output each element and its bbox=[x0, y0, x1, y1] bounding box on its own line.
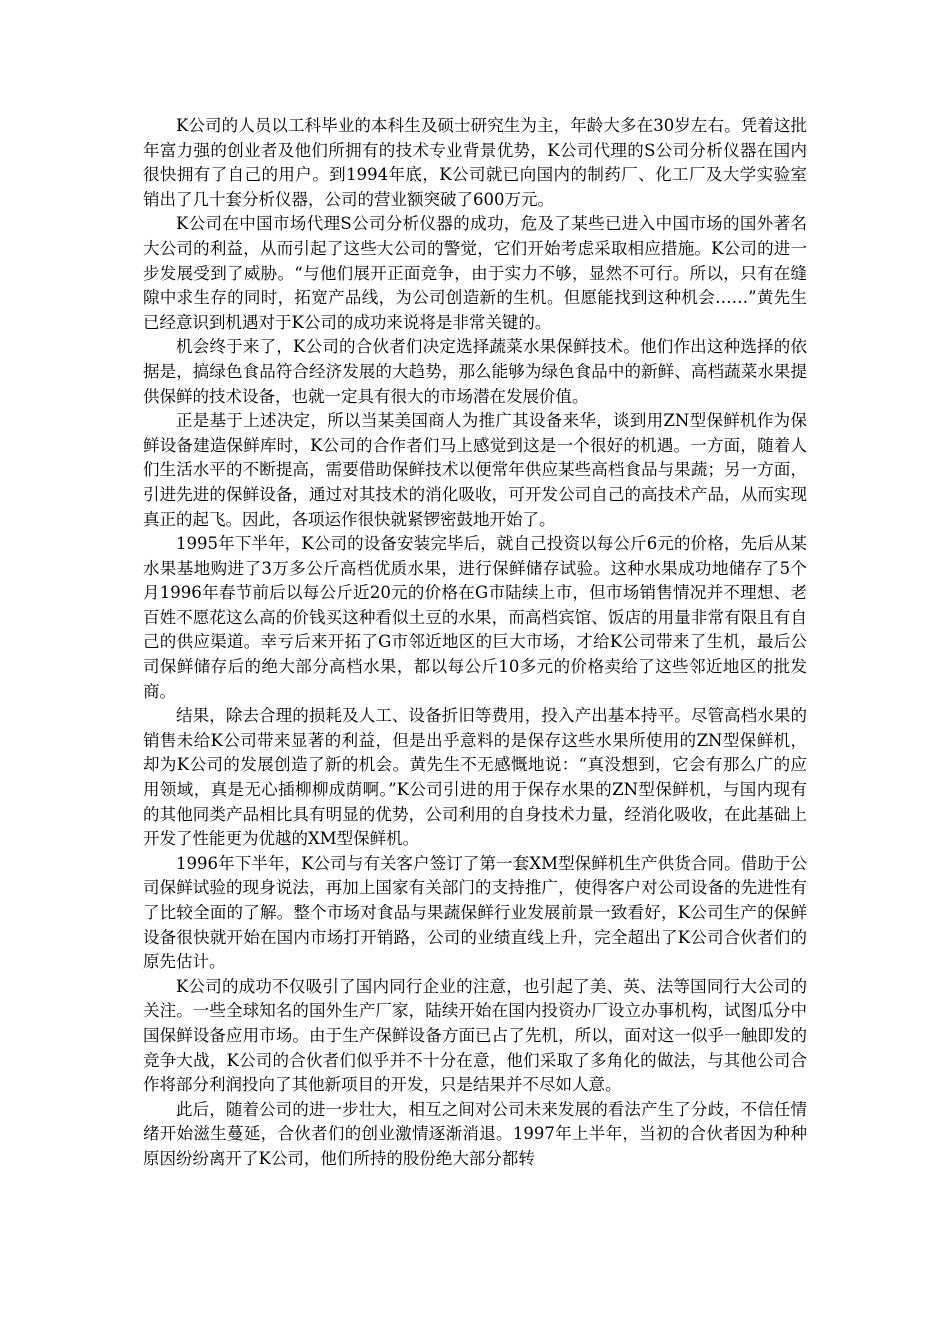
paragraph-7: 1996年下半年，K公司与有关客户签订了第一套XM型保鲜机生产供货合同。借助于公司保鲜试验的现身说法，再加上国家有关部门的支持推广，使得客户对公司设备的先进性有了比较全面的了解。整个市场对食品与果蔬保鲜行业发展前景一致看好，K公司生产的保鲜设备很快就开始在国内市场打开销路，公司的业绩直线上升，完全超出了K公司合伙者们的原先估计。 bbox=[143, 853, 807, 972]
paragraph-6: 结果，除去合理的损耗及人工、设备折旧等费用，投入产出基本持平。尽管高档水果的销售未给K公司带来显著的利益，但是出乎意料的是保存这些水果所使用的ZN型保鲜机，却为K公司的发展创造了新的机会。黄先生不无感慨地说：“真没想到，它会有那么广的应用领域，真是无心插柳柳成荫啊。”K公司引进的用于保存水果的ZN型保鲜机，与国内现有的其他同类产品相比具有明显的优势，公司利用的自身技术力量，经消化吸收，在此基础上开发了性能更为优越的XM型保鲜机。 bbox=[143, 706, 807, 849]
document-body bbox=[143, 114, 807, 1172]
paragraph-1: K公司的人员以工科毕业的本科生及硕士研究生为主，年龄大多在30岁左右。凭着这批年富力强的创业者及他们所拥有的技术专业背景优势，K公司代理的S公司分析仪器在国内很快拥有了自己的用户。到1994年底，K公司就已向国内的制药厂、化工厂及大学实验室销出了几十套分析仪器，公司的营业额突破了600万元。 bbox=[143, 116, 807, 209]
paragraph-2: K公司在中国市场代理S公司分析仪器的成功，危及了某些已进入中国市场的国外著名大公司的利益，从而引起了这些大公司的警觉，它们开始考虑采取相应措施。K公司的进一步发展受到了威胁。“与他们展开正面竞争，由于实力不够，显然不可行。所以，只有在缝隙中求生存的同时，拓宽产品线，为公司创造新的生机。但愿能找到这种机会……”黄先生已经意识到机遇对于K公司的成功来说将是非常关键的。 bbox=[143, 214, 807, 332]
paragraph-5: 1995年下半年，K公司的设备安装完毕后，就自己投资以每公斤6元的价格，先后从某水果基地购进了3万多公斤高档优质水果，进行保鲜储存试验。这种水果成功地储存了5个月1996年春节前后以每公斤近20元的价格在G市陆续上市，但市场销售情况并不理想、老百姓不愿花这么高的价钱买这种看似土豆的水果，而高档宾馆、饭店的用量非常有限且有自己的供应渠道。幸亏后来开拓了G市邻近地区的巨大市场，才给K公司带来了生机，最后公司保鲜储存后的绝大部分高档水果，都以每公斤10多元的价格卖给了这些邻近地区的批发商。 bbox=[143, 534, 807, 701]
paragraph-4: 正是基于上述决定，所以当某美国商人为推广其设备来华，谈到用ZN型保鲜机作为保鲜设备建造保鲜库时，K公司的合作者们马上感觉到这是一个很好的机遇。一方面，随着人们生活水平的不断提高，需要借助保鲜技术以便常年供应某些高档食品与果蔬；另一方面，引进先进的保鲜设备，通过对其技术的消化吸收，可开发公司自己的高技术产品，从而实现真正的起飞。因此，各项运作很快就紧锣密鼓地开始了。 bbox=[143, 411, 807, 529]
paragraph-9: 此后，随着公司的进一步壮大，相互之间对公司未来发展的看法产生了分歧，不信任情绪开始滋生蔓延，合伙者们的创业激情逐渐消退。1997年上半年，当初的合伙者因为种种原因纷纷离开了K公司，他们所持的股份绝大部分都转 bbox=[143, 1099, 807, 1168]
paragraph-8: K公司的成功不仅吸引了国内同行企业的注意，也引起了美、英、法等国同行大公司的关注。一些全球知名的国外生产厂家，陆续开始在国内投资办厂设立办事机构，试图瓜分中国保鲜设备应用市场。由于生产保鲜设备方面已占了先机，所以，面对这一似乎一触即发的竞争大战，K公司的合伙者们似乎并不十分在意，他们采取了多角化的做法，与其他公司合作将部分利润投向了其他新项目的开发，只是结果并不尽如人意。 bbox=[143, 976, 807, 1095]
paragraph-3: 机会终于来了，K公司的合伙者们决定选择蔬菜水果保鲜技术。他们作出这种选择的依据是，搞绿色食品符合经济发展的大趋势，那么能够为绿色食品中的新鲜、高档蔬菜水果提供保鲜的技术设备，也就一定具有很大的市场潜在发展价值。 bbox=[143, 337, 807, 406]
